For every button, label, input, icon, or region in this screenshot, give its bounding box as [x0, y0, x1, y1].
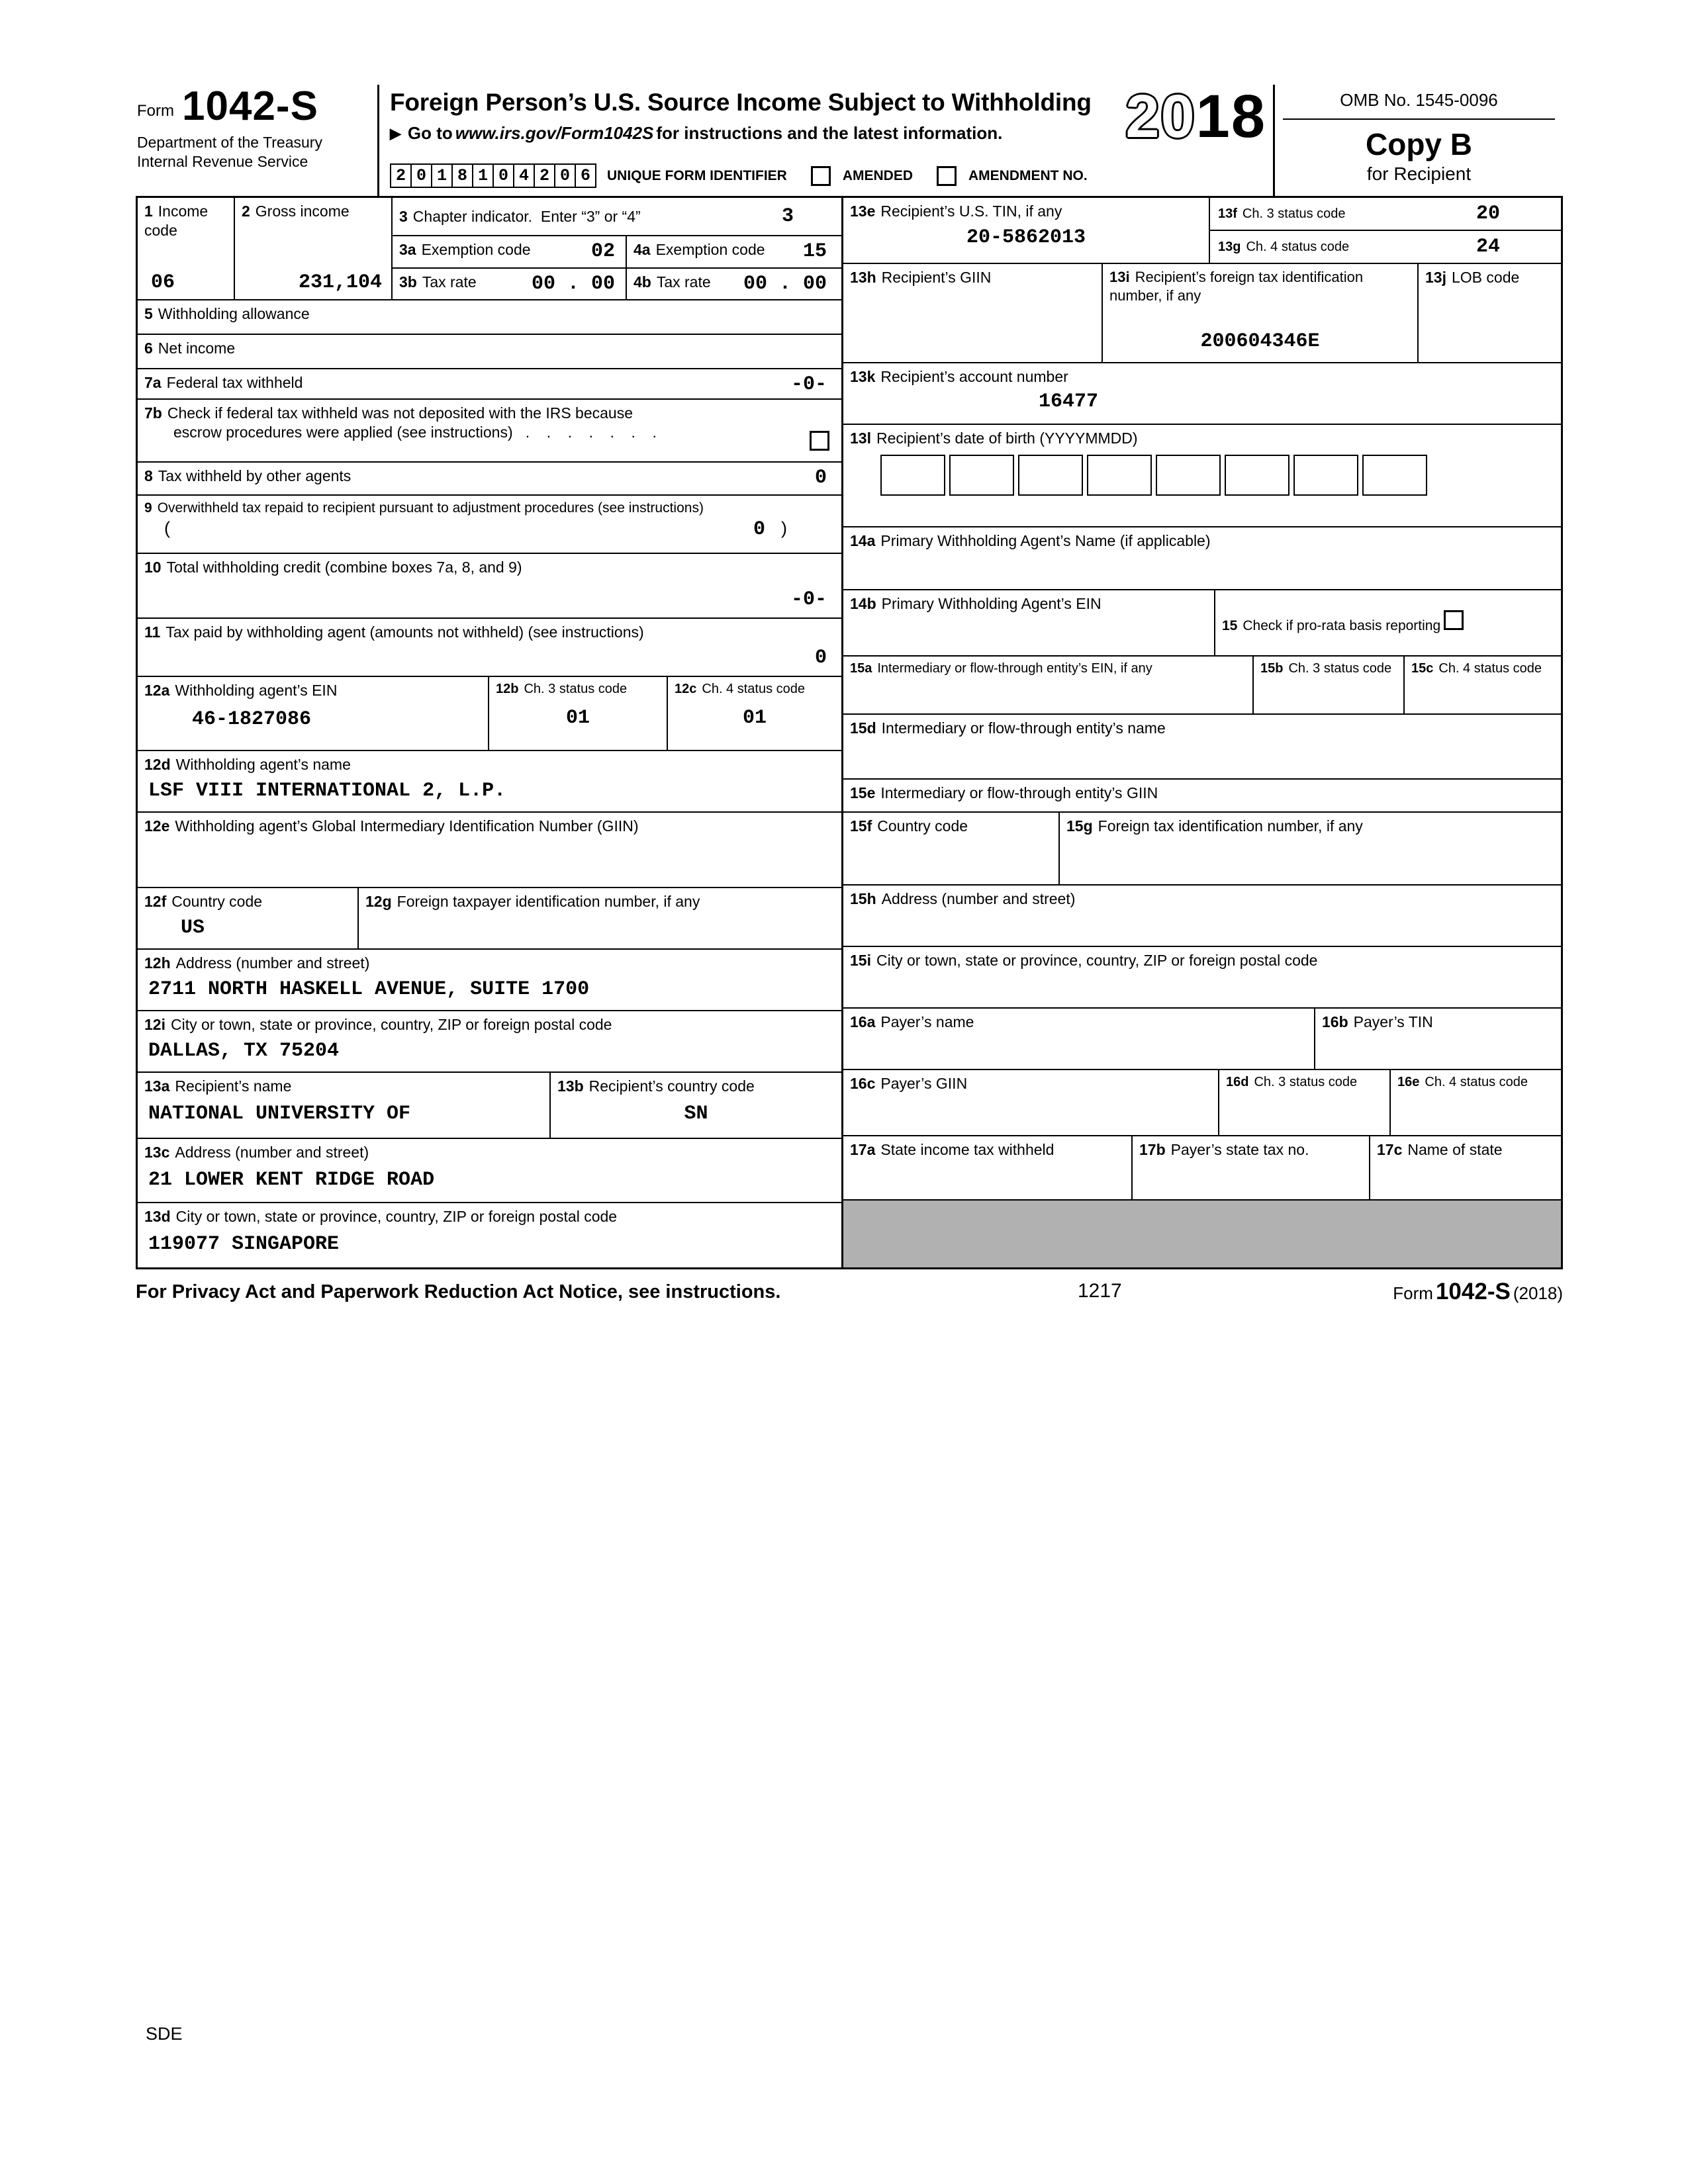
- dept-line-2: Internal Revenue Service: [137, 152, 308, 170]
- escrow-checkbox: [810, 431, 829, 451]
- box-13j-lob-code: 13j LOB code: [1417, 264, 1561, 362]
- box-7a-federal-tax-withheld: 7a Federal tax withheld -0-: [138, 369, 841, 400]
- dob-digit-box: [1362, 455, 1427, 496]
- box-12h-agent-address: 12h Address (number and street) 2711 NORTH HASKELL AVENUE, SUITE 1700: [138, 950, 841, 1011]
- pro-rata-checkbox: [1444, 610, 1464, 630]
- row-15f-15g: [843, 813, 1561, 886]
- box-13l-date-of-birth: 13l Recipient’s date of birth (YYYYMMDD): [843, 425, 1561, 527]
- box-16a-payer-name: 16a Payer’s name: [850, 1013, 974, 1030]
- tax-withheld-other-agents-value: 0: [814, 467, 827, 489]
- amendment-no-checkbox: [937, 166, 957, 186]
- dob-digit-box: [1156, 455, 1221, 496]
- goto-arrow-icon: ▶: [390, 124, 401, 142]
- box-15h-address: 15h Address (number and street): [843, 886, 1561, 947]
- agent-name-value: LSF VIII INTERNATIONAL 2, L.P.: [148, 779, 506, 802]
- form-title-block: [379, 85, 1275, 196]
- box-12b-ch3-status: 12b Ch. 3 status code 01: [488, 677, 667, 750]
- row-13a-13b: [138, 1073, 841, 1139]
- row-3a-4a: [393, 236, 841, 269]
- chapter-indicator-group: [391, 198, 841, 299]
- catalog-code: 1217: [1077, 1280, 1122, 1302]
- ufi-digit: 1: [431, 163, 453, 188]
- box-15g-foreign-tin: 15g Foreign tax identification number, if any: [1058, 813, 1561, 884]
- omb-number: OMB No. 1545-0096: [1283, 90, 1555, 120]
- box-16e-ch4-status: 16e Ch. 4 status code: [1389, 1070, 1561, 1135]
- box-9-overwithheld-tax: 9 Overwithheld tax repaid to recipient pursuant to adjustment procedures (see instructions) ( 0 ): [138, 496, 841, 554]
- box-5-withholding-allowance: 5 Withholding allowance: [138, 300, 841, 335]
- income-code-value: 06: [151, 271, 175, 294]
- box-15e-intermediary-giin: 15e Intermediary or flow-through entity’s GIIN: [843, 780, 1561, 813]
- box-13k-account-number: 13k Recipient’s account number 16477: [843, 363, 1561, 425]
- recipient-status-codes: [1209, 198, 1561, 263]
- goto-text: Go to www.irs.gov/Form1042S for instructions and the latest information.: [407, 123, 1003, 143]
- amended-checkbox: [811, 166, 831, 186]
- box-7b-escrow: 7b Check if federal tax withheld was not deposited with the IRS because escrow procedures were applied (see instructions) . . . . . . .: [138, 400, 841, 463]
- amended-label: AMENDED: [842, 167, 914, 183]
- form-number-line: [137, 83, 371, 129]
- box-10-total-withholding-credit: 10 Total withholding credit (combine boxes 7a, 8, and 9) -0-: [138, 554, 841, 619]
- form-number: 1042-S: [182, 83, 318, 129]
- ufi-label: UNIQUE FORM IDENTIFIER: [607, 167, 787, 183]
- copy-designation: Copy B: [1366, 127, 1472, 161]
- agent-ein-value: 46-1827086: [192, 707, 312, 731]
- ufi-digit: 8: [451, 163, 473, 188]
- row-13h-13i-13j: [843, 264, 1561, 363]
- box-4b-tax-rate: 4b Tax rate 00 . 00: [626, 269, 841, 299]
- box-15-pro-rata: 15 Check if pro-rata basis reporting: [1214, 590, 1561, 655]
- box-4a-exemption-code: 4a Exemption code 15: [626, 236, 841, 267]
- amendment-no-label: AMENDMENT NO.: [968, 167, 1088, 183]
- box-13f-ch3-status: 13f Ch. 3 status code 20: [1218, 203, 1500, 225]
- box-12a-agent-ein: 12a Withholding agent’s EIN 46-1827086: [138, 677, 488, 750]
- agent-ch3-status-value: 01: [565, 707, 590, 729]
- box-11-tax-paid-by-agent: 11 Tax paid by withholding agent (amounts not withheld) (see instructions) 0: [138, 619, 841, 677]
- omb-copy-block: [1275, 85, 1563, 196]
- box-13c-recipient-address: 13c Address (number and street) 21 LOWER KENT RIDGE ROAD: [138, 1139, 841, 1203]
- dob-digit-box: [1293, 455, 1358, 496]
- treasury-department-lines: [137, 133, 371, 171]
- box-13e-recipient-tin: 13e Recipient’s U.S. TIN, if any 20-5862013: [843, 198, 1209, 263]
- box-13a-recipient-name: 13a Recipient’s name NATIONAL UNIVERSITY OF: [138, 1073, 549, 1138]
- dob-digit-box: [1018, 455, 1083, 496]
- box-15f-country-code: 15f Country code: [850, 817, 968, 835]
- recipient-ch4-status-value: 24: [1476, 236, 1500, 258]
- row-15a-15b-15c: [843, 657, 1561, 715]
- unique-form-identifier-row: [390, 163, 1262, 192]
- dob-digit-box: [1087, 455, 1152, 496]
- agent-address-value: 2711 NORTH HASKELL AVENUE, SUITE 1700: [148, 978, 590, 1001]
- privacy-act-notice: For Privacy Act and Paperwork Reduction Act Notice, see instructions.: [136, 1281, 781, 1302]
- box-12f-country-code: 12f Country code US: [138, 888, 357, 948]
- recipient-country-value: SN: [684, 1102, 708, 1125]
- recipient-name-value: NATIONAL UNIVERSITY OF: [148, 1102, 411, 1125]
- box-3-chapter-indicator: 3 Chapter indicator. Enter “3” or “4” 3: [393, 198, 841, 236]
- box-3b-tax-rate: 3b Tax rate 00 . 00: [399, 273, 615, 295]
- agent-ch4-status-value: 01: [742, 707, 767, 729]
- box-12c-ch4-status: 12c Ch. 4 status code 01: [667, 677, 841, 750]
- dob-digit-box: [949, 455, 1014, 496]
- row-12f-12g: [138, 888, 841, 950]
- box-14b-primary-agent-ein: 14b Primary Withholding Agent’s EIN: [850, 595, 1102, 612]
- box-16b-payer-tin: 16b Payer’s TIN: [1314, 1009, 1561, 1069]
- paren-open: (: [164, 518, 170, 539]
- box-8-tax-withheld-other-agents: 8 Tax withheld by other agents 0: [138, 463, 841, 496]
- box-3a-exemption-code: 3a Exemption code 02: [399, 240, 615, 263]
- ufi-digit: 0: [492, 163, 514, 188]
- box-15d-intermediary-name: 15d Intermediary or flow-through entity’s name: [843, 715, 1561, 780]
- row-16c-16d-16e: [843, 1070, 1561, 1136]
- box-16c-payer-giin: 16c Payer’s GIIN: [850, 1075, 968, 1092]
- box-12i-agent-city: 12i City or town, state or province, country, ZIP or foreign postal code DALLAS, TX 75204: [138, 1011, 841, 1073]
- box-15a-intermediary-ein: 15a Intermediary or flow-through entity’s EIN, if any: [850, 661, 1152, 676]
- recipient-city-value: 119077 SINGAPORE: [148, 1232, 340, 1255]
- ufi-digit: 6: [575, 163, 596, 188]
- overwithheld-tax-value: 0: [753, 518, 765, 541]
- shaded-area: [843, 1201, 1561, 1267]
- box-6-net-income: 6 Net income: [138, 335, 841, 369]
- recipient-address-value: 21 LOWER KENT RIDGE ROAD: [148, 1168, 435, 1191]
- agent-country-code-value: US: [181, 916, 205, 939]
- form-header: [136, 85, 1563, 196]
- row-12a-12b-12c: [138, 677, 841, 751]
- row-1-2-3: [138, 198, 841, 300]
- left-column: [138, 198, 843, 1267]
- sde-code: SDE: [146, 2024, 183, 2044]
- box-15b-ch3-status: 15b Ch. 3 status code: [1252, 657, 1403, 713]
- box-17c-name-of-state: 17c Name of state: [1369, 1136, 1561, 1199]
- paren-close: ): [781, 518, 787, 539]
- ufi-digit: 1: [472, 163, 494, 188]
- box-16d-ch3-status: 16d Ch. 3 status code: [1218, 1070, 1389, 1135]
- box-17b-payer-state-tax-no: 17b Payer’s state tax no.: [1131, 1136, 1369, 1199]
- tax-paid-by-agent-value: 0: [814, 647, 827, 669]
- tax-year: 2018: [1125, 83, 1266, 150]
- agent-city-value: DALLAS, TX 75204: [148, 1039, 340, 1062]
- gross-income-value: 231,104: [298, 271, 382, 294]
- box-13b-recipient-country: 13b Recipient’s country code SN: [549, 1073, 841, 1138]
- ufi-digit: 2: [534, 163, 555, 188]
- date-of-birth-boxes: [880, 455, 1554, 496]
- recipient-ch3-status-value: 20: [1476, 203, 1500, 225]
- box-17a-state-tax-withheld: 17a State income tax withheld: [850, 1141, 1055, 1158]
- box-2-gross-income: 2 Gross income 231,104: [234, 198, 391, 299]
- recipient-tin-value: 20-5862013: [966, 226, 1086, 249]
- box-12g-foreign-tin: 12g Foreign taxpayer identification number, if any: [357, 888, 841, 948]
- ufi-digit: 0: [410, 163, 432, 188]
- box-12e-agent-giin: 12e Withholding agent’s Global Intermediary Identification Number (GIIN): [138, 813, 841, 888]
- chapter-indicator-value: 3: [781, 205, 794, 228]
- total-withholding-credit-value: -0-: [790, 588, 827, 611]
- copy-recipient: for Recipient: [1366, 163, 1472, 184]
- form-1042s-page: [136, 85, 1563, 1312]
- form-identity-block: [136, 85, 379, 196]
- box-12d-agent-name: 12d Withholding agent’s name LSF VIII INTERNATIONAL 2, L.P.: [138, 751, 841, 813]
- ufi-digit: 2: [390, 163, 412, 188]
- row-3b-4b: [393, 269, 841, 299]
- exemption-code-ch3-value: 02: [590, 240, 615, 263]
- box-13d-recipient-city: 13d City or town, state or province, country, ZIP or foreign postal code 119077 SINGAPORE: [138, 1203, 841, 1267]
- form-title: Foreign Person’s U.S. Source Income Subject to Withholding: [390, 89, 1092, 116]
- form-footer: [136, 1279, 1563, 1312]
- form-word: Form: [137, 101, 174, 120]
- box-13i-recipient-foreign-tin: 13i Recipient’s foreign tax identification number, if any 200604346E: [1102, 264, 1417, 362]
- dob-digit-box: [1225, 455, 1289, 496]
- row-14b-15: [843, 590, 1561, 657]
- exemption-code-ch4-value: 15: [802, 240, 827, 263]
- box-14a-primary-agent-name: 14a Primary Withholding Agent’s Name (if applicable): [843, 527, 1561, 590]
- box-13g-ch4-status: 13g Ch. 4 status code 24: [1210, 230, 1561, 263]
- right-column: [843, 198, 1561, 1267]
- tax-rate-ch4-value: 00 . 00: [743, 273, 827, 295]
- federal-tax-withheld-value: -0-: [790, 373, 827, 396]
- form-body: [136, 196, 1563, 1269]
- box-15i-city: 15i City or town, state or province, country, ZIP or foreign postal code: [843, 947, 1561, 1009]
- tax-rate-ch3-value: 00 . 00: [531, 273, 615, 295]
- ufi-digit: 0: [554, 163, 576, 188]
- account-number-value: 16477: [1039, 390, 1099, 413]
- row-17a-17b-17c: [843, 1136, 1561, 1201]
- dob-digit-box: [880, 455, 945, 496]
- dept-line-1: Department of the Treasury: [137, 133, 322, 151]
- box-1-income-code: 1 Income code 06: [144, 203, 209, 294]
- row-13e-13f-13g: [843, 198, 1561, 264]
- recipient-foreign-tin-value: 200604346E: [1200, 330, 1320, 353]
- ufi-digit: 4: [513, 163, 535, 188]
- box-13h-recipient-giin: 13h Recipient’s GIIN: [850, 269, 992, 286]
- goto-url: www.irs.gov/Form1042S: [455, 123, 654, 143]
- row-16a-16b: [843, 1009, 1561, 1070]
- form-signature: Form 1042-S (2018): [1393, 1279, 1563, 1304]
- box-15c-ch4-status: 15c Ch. 4 status code: [1403, 657, 1561, 713]
